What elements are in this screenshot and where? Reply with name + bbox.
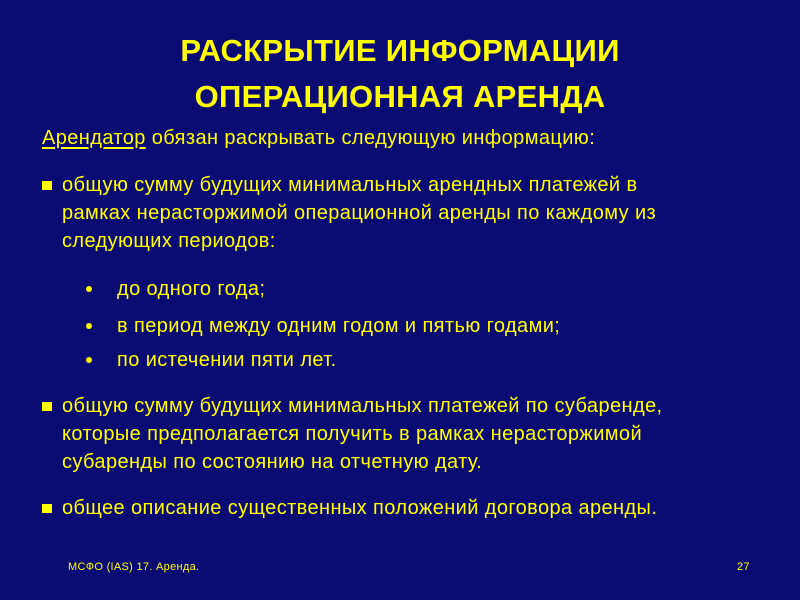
intro-rest: обязан раскрывать следующую информацию: <box>145 127 596 149</box>
intro-underlined-word: Арендатор <box>42 127 146 149</box>
sub-item-3: по истечении пяти лет. <box>117 349 337 371</box>
round-bullet-icon <box>86 323 92 329</box>
list-item-2 <box>62 392 782 476</box>
slide-title-line-1: РАСКРЫТИЕ ИНФОРМАЦИИ <box>180 33 620 68</box>
list-item-1 <box>62 171 782 255</box>
square-bullet-icon <box>42 504 52 513</box>
sub-item-1: до одного года; <box>117 278 266 300</box>
list-item-3-line-1: общее описание существенных положений договора аренды. <box>62 497 658 519</box>
list-item-1-line-2: рамках нерасторжимой операционной аренды по каждому из <box>62 202 657 224</box>
list-item-2-line-1: общую сумму будущих минимальных платежей по субаренде, <box>62 395 663 417</box>
list-item-2-line-3: субаренды по состоянию на отчетную дату. <box>62 451 483 473</box>
list-item-1-line-1: общую сумму будущих минимальных арендных платежей в <box>62 174 638 196</box>
page-number: 27 <box>737 561 750 573</box>
square-bullet-icon <box>42 181 52 190</box>
footer-source: МСФО (IAS) 17. Аренда. <box>68 561 200 573</box>
round-bullet-icon <box>86 286 92 292</box>
list-item-3 <box>62 494 782 522</box>
list-item-1-line-3: следующих периодов: <box>62 230 276 252</box>
round-bullet-icon <box>86 357 92 363</box>
intro-text <box>42 124 595 153</box>
slide-title-line-2: ОПЕРАЦИОННАЯ АРЕНДА <box>194 79 606 114</box>
sub-item-2: в период между одним годом и пятью годами; <box>117 315 561 337</box>
square-bullet-icon <box>42 402 52 411</box>
list-item-2-line-2: которые предполагается получить в рамках нерасторжимой <box>62 423 643 445</box>
